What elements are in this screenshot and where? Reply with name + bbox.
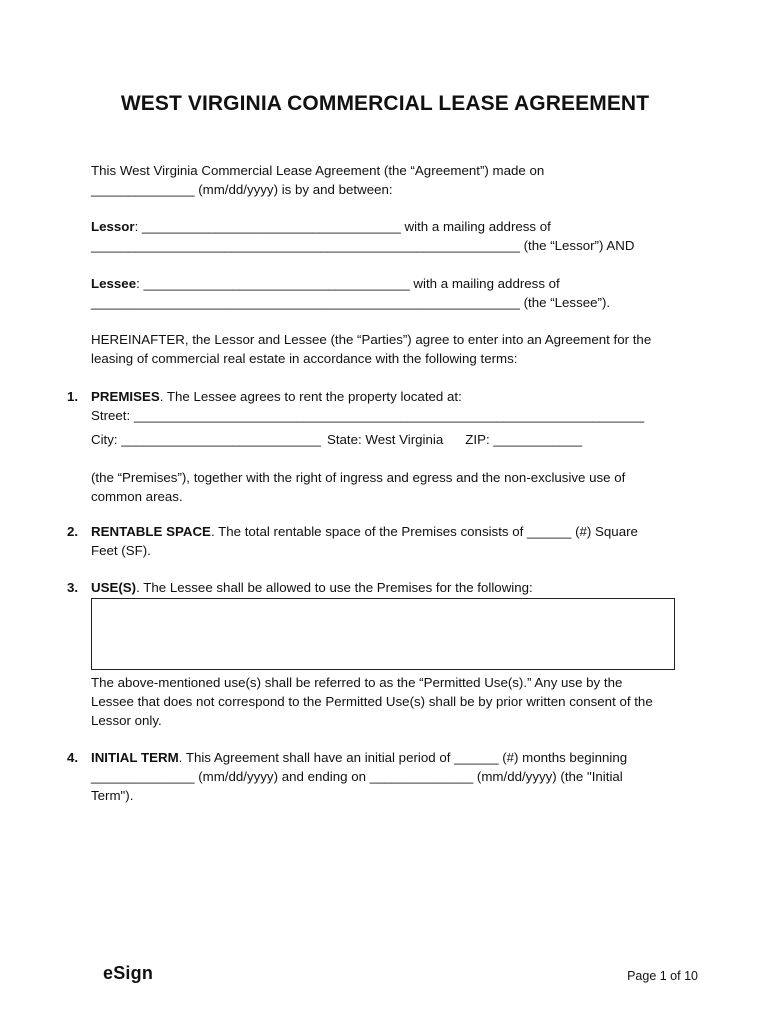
section-3-uses bbox=[91, 578, 691, 597]
street-field[interactable]: Street: _____________________________________________________________________ bbox=[91, 408, 645, 423]
section-4-number: 4. bbox=[67, 750, 79, 765]
intro-line-1: This West Virginia Commercial Lease Agreement (the “Agreement”) made on bbox=[91, 163, 545, 178]
city-state-zip-row bbox=[91, 430, 691, 449]
lessor-address-field[interactable]: __________________________________________________________ (the “Lessor”) AND bbox=[91, 238, 635, 253]
section-3-line-1 bbox=[91, 578, 691, 597]
hereinafter-line-2: leasing of commercial real estate in accordance with the following terms: bbox=[91, 351, 518, 366]
section-1-text: . The Lessee agrees to rent the property located at: bbox=[159, 389, 462, 404]
page-number: Page 1 of 10 bbox=[627, 969, 698, 983]
esign-logo: eSign bbox=[103, 963, 154, 983]
hereinafter-paragraph bbox=[91, 330, 691, 368]
section-3-text: . The Lessee shall be allowed to use the Premises for the following: bbox=[136, 580, 533, 595]
section-4-initial-term bbox=[91, 748, 691, 805]
section-2-text[interactable]: . The total rentable space of the Premises consists of ______ (#) Square bbox=[210, 524, 638, 539]
section-4-line-2[interactable]: ______________ (mm/dd/yyyy) and ending on ______________ (mm/dd/yyyy) (the "Initial bbox=[91, 769, 623, 784]
section-3-number: 3. bbox=[67, 580, 79, 595]
section-3-after-2: Lessee that does not correspond to the Permitted Use(s) shall be by prior written consent of the bbox=[91, 694, 653, 709]
city-field[interactable]: City: ___________________________ bbox=[91, 432, 321, 447]
section-1-heading: PREMISES bbox=[91, 389, 160, 404]
lessor-block bbox=[91, 217, 691, 255]
state-value: State: West Virginia bbox=[326, 432, 444, 447]
section-2-line-1 bbox=[91, 522, 691, 541]
lessee-line-1 bbox=[91, 274, 691, 293]
intro-line-2: ______________ (mm/dd/yyyy) is by and between: bbox=[91, 182, 393, 197]
lessee-block bbox=[91, 274, 691, 312]
section-2-number: 2. bbox=[67, 524, 79, 539]
section-2-rentable-space bbox=[91, 522, 691, 560]
section-2-line-2: Feet (SF). bbox=[91, 543, 151, 558]
permitted-uses-text-box[interactable] bbox=[91, 598, 675, 670]
lessee-label: Lessee bbox=[91, 276, 137, 291]
premises-after-1: (the “Premises”), together with the right of ingress and egress and the non-exclusive use of bbox=[91, 470, 626, 485]
section-4-text[interactable]: . This Agreement shall have an initial period of ______ (#) months beginning bbox=[178, 750, 628, 765]
section-3-after bbox=[91, 673, 691, 730]
zip-field[interactable]: ZIP: ____________ bbox=[465, 432, 583, 447]
document-title: WEST VIRGINIA COMMERCIAL LEASE AGREEMENT bbox=[120, 92, 650, 115]
section-4-heading: INITIAL TERM bbox=[91, 750, 179, 765]
section-2-heading: RENTABLE SPACE bbox=[91, 524, 211, 539]
lessor-line-1 bbox=[91, 217, 691, 236]
lessee-name-field[interactable]: : ____________________________________ with a mailing address of bbox=[136, 276, 560, 291]
lessee-address-field[interactable]: __________________________________________________________ (the “Lessee”). bbox=[91, 295, 611, 310]
section-3-after-1: The above-mentioned use(s) shall be referred to as the “Permitted Use(s).” Any use by the bbox=[91, 675, 623, 690]
section-4-line-1 bbox=[91, 748, 691, 767]
section-3-after-3: Lessor only. bbox=[91, 713, 162, 728]
premises-after-2: common areas. bbox=[91, 489, 183, 504]
intro-paragraph bbox=[91, 161, 691, 199]
lessor-label: Lessor bbox=[91, 219, 135, 234]
section-1-number: 1. bbox=[67, 389, 79, 404]
section-4-line-3: Term"). bbox=[91, 788, 134, 803]
section-1-intro bbox=[91, 387, 691, 406]
section-3-heading: USE(S) bbox=[91, 580, 137, 595]
hereinafter-line-1: HEREINAFTER, the Lessor and Lessee (the “Parties”) agree to enter into an Agreement for the bbox=[91, 332, 652, 347]
lessor-name-field[interactable]: : ___________________________________ with a mailing address of bbox=[134, 219, 551, 234]
section-1-premises bbox=[91, 387, 691, 506]
